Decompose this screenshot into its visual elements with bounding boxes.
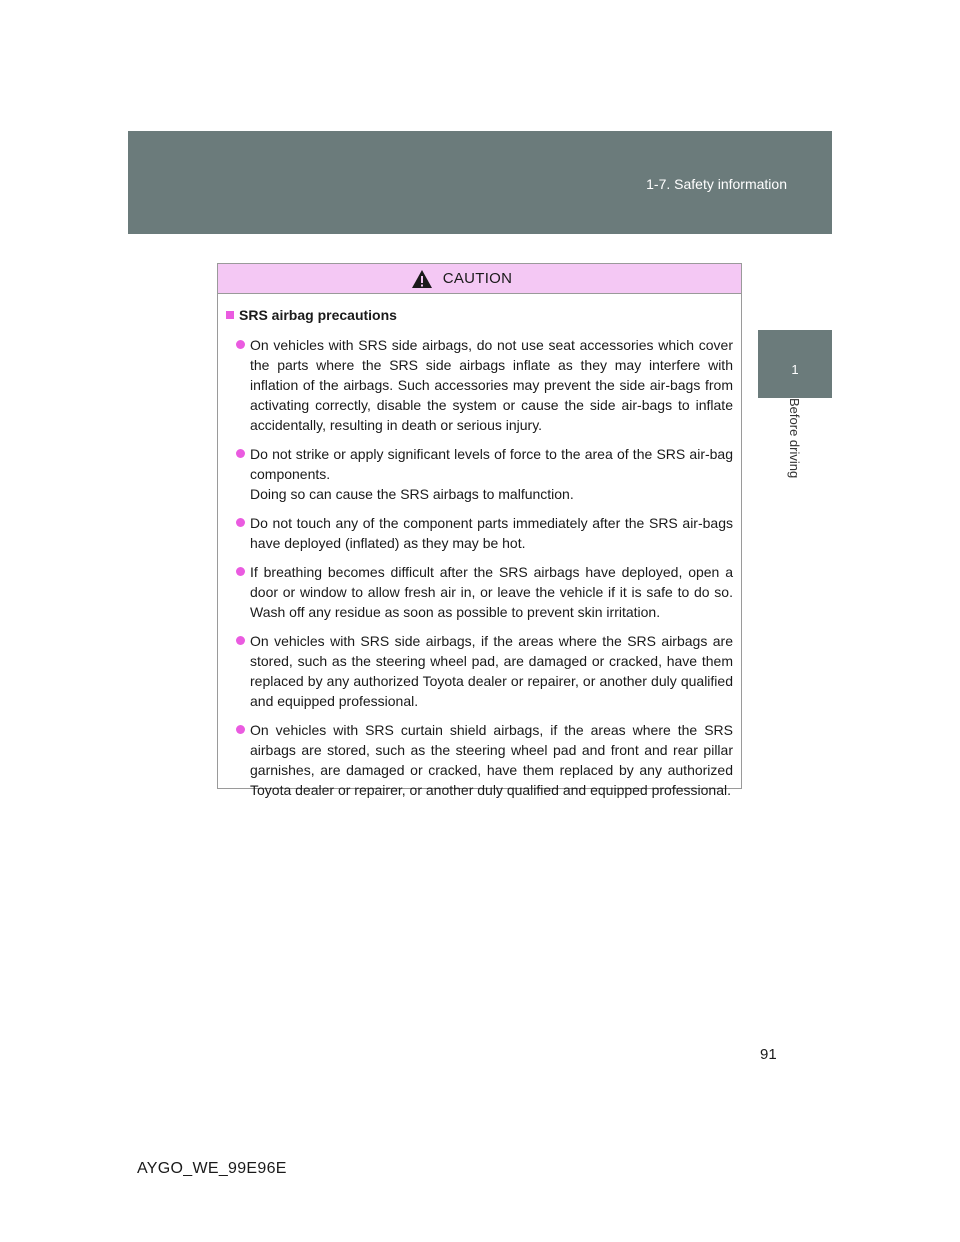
caution-item [226,444,733,504]
bullet-dot-icon [236,449,245,458]
caution-box [217,263,742,798]
caution-subheading-text: SRS airbag precautions [239,307,397,323]
caution-title: CAUTION [442,270,513,287]
header-band [128,131,832,234]
caution-item-text: Do not touch any of the component parts immediately after the SRS air-bags have deployed (inflated) as they may be hot. [250,515,733,551]
square-bullet-icon [226,311,234,319]
bullet-dot-icon [236,567,245,576]
chapter-number: 1 [791,362,799,377]
warning-triangle-icon [411,269,433,289]
caution-item-text: On vehicles with SRS side airbags, do not use seat accessories which cover the parts where the SRS side airbags inflate as they may interfere with inflation of the airbags. Such accessories may prevent the side air-bags from activating correctly, disable the system or cause the side air-bags to inflate accidentally, resulting in death or serious injury. [250,337,733,433]
caution-item [226,562,733,622]
bullet-dot-icon [236,636,245,645]
document-code: AYGO_WE_99E96E [137,1160,287,1177]
caution-item [226,631,733,711]
caution-header [218,264,741,294]
caution-item-text: On vehicles with SRS side airbags, if the areas where the SRS airbags are stored, such as the steering wheel pad, are damaged or cracked, have them replaced by any authorized Toyota dealer or repairer, or another duly qualified and equipped professional. [250,633,733,709]
caution-item [226,720,733,800]
caution-subheading [226,304,733,326]
page-number: 91 [760,1046,777,1063]
caution-item [226,513,733,553]
chapter-tab [758,330,832,398]
caution-body [218,294,741,800]
bullet-dot-icon [236,725,245,734]
bullet-dot-icon [236,340,245,349]
caution-item [226,335,733,435]
caution-item-text: On vehicles with SRS curtain shield airbags, if the areas where the SRS airbags are stored, such as the steering wheel pad and front and rear pillar garnishes, are damaged or cracked, have them replaced by any authorized Toyota dealer or repairer, or another duly qualified and equipped professional. [250,722,733,798]
caution-item-text: If breathing becomes difficult after the SRS airbags have deployed, open a door or window to allow fresh air in, or leave the vehicle if it is safe to do so. Wash off any residue as soon as possible to prevent skin irritation. [250,564,733,620]
bullet-dot-icon [236,518,245,527]
chapter-label: Before driving [787,398,802,479]
section-title: 1-7. Safety information [646,176,787,192]
caution-item-text: Do not strike or apply significant levels of force to the area of the SRS air-bag components. Doing so can cause the SRS airbags to malfunction. [250,446,733,502]
